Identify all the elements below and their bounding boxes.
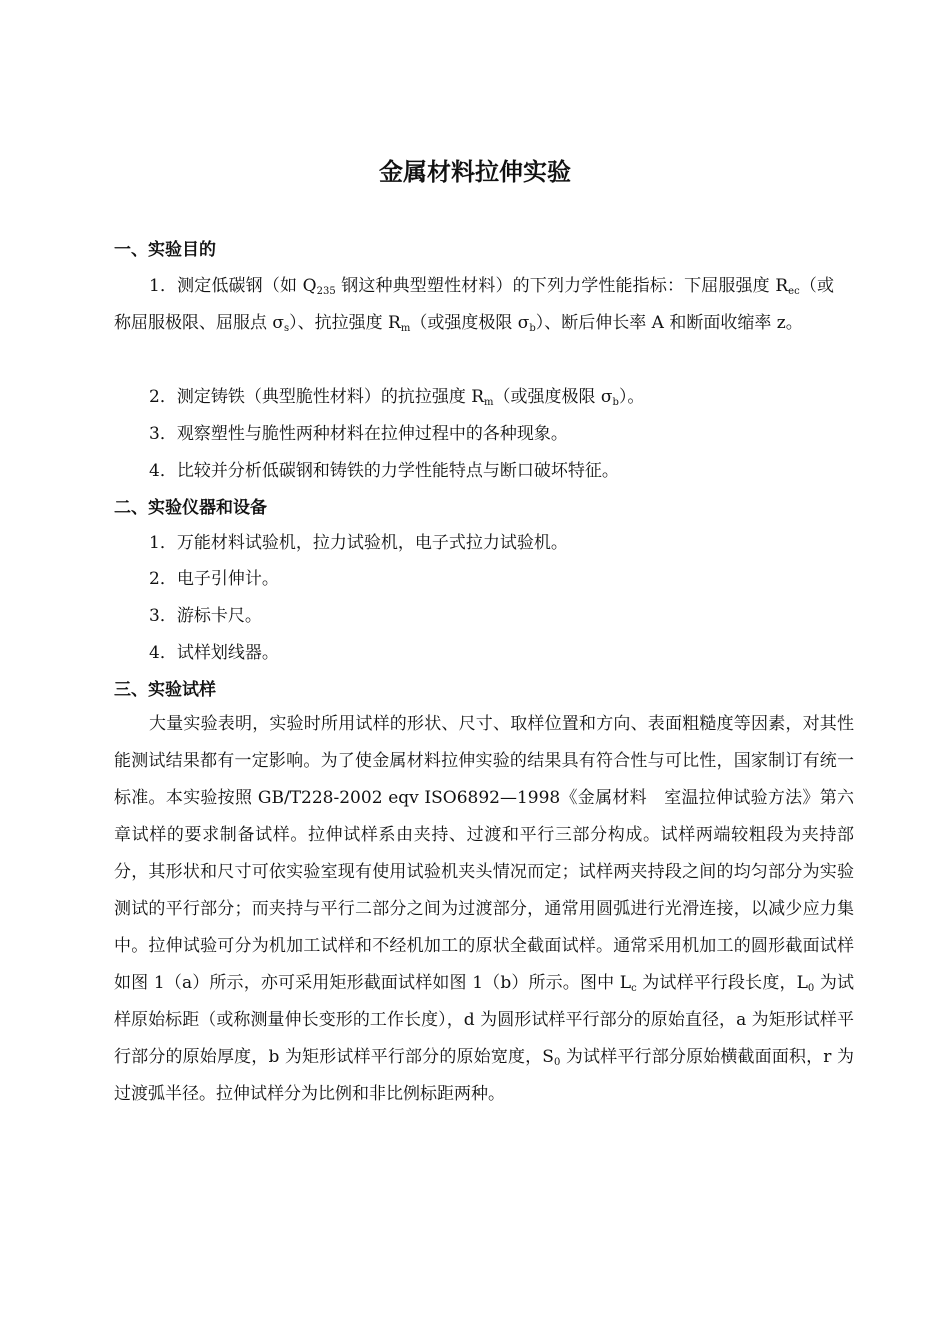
section-heading-specimen: 三、实验试样 — [114, 680, 216, 700]
equipment-item-4: 4．试样划线器。 — [149, 643, 279, 663]
purpose-item-2: 2．测定铸铁（典型脆性材料）的抗拉强度 $R_m$（或强度极限 $\sigma_b$）。 — [149, 387, 645, 408]
purpose-item-3: 3．观察塑性与脆性两种材料在拉伸过程中的各种现象。 — [149, 424, 568, 444]
equipment-item-2: 2．电子引伸计。 — [149, 569, 279, 589]
purpose-item-4: 4．比较并分析低碳钢和铸铁的力学性能特点与断口破坏特征。 — [149, 461, 619, 481]
page-title: 金属材料拉伸实验 — [379, 158, 571, 186]
section-heading-equipment: 二、实验仪器和设备 — [114, 498, 267, 518]
equipment-item-1: 1．万能材料试验机，拉力试验机，电子式拉力试验机。 — [149, 533, 568, 553]
equipment-item-3: 3．游标卡尺。 — [149, 606, 262, 626]
specimen-paragraph: 大量实验表明，实验时所用试样的形状、尺寸、取样位置和方向、表面粗糙度等因素，对其性能测试结果都有一定影响。为了使金属材料拉伸实验的结果具有符合性与可比性，国家制订有统一标准。本实验按照 GB/T228-2002 eqv ISO6892—1998《金属材料 室温拉伸试验方法》第六章试样的要求制备试样。拉伸试样系由夹持、过渡和平行三部分构成。试样两端较粗段为夹持部分，其形状和尺寸可依实验室现有使用试验机夹头情况而定；试样两夹持段之间的均匀部分为实验测试的平行部分；而夹持与平行二部分之间为过渡部分，通常用圆弧进行光滑连接，以减少应力集中。拉伸试验可分为机加工试样和不经机加工的原状全截面试样。通常采用机加工的圆形截面试样如图 1（a）所示，亦可采用矩形截面试样如图 1（b）所示。图中 $L_c$ 为试样平行段长度，$L_0$ 为试样原始标距（或称测量伸长变形的工作长度），d 为圆形试样平行部分的原始直径，a 为矩形试样平行部分的原始厚度，b 为矩形试样平行部分的原始宽度，$S_0$ 为试样平行部分原始横截面面积，r 为过渡弧半径。拉伸试样分为比例和非比例标距两种。 — [114, 714, 855, 1104]
purpose-item-1: 1．测定低碳钢（如 $Q_{235}$ 钢这种典型塑性材料）的下列力学性能指标：下屈服强度 $R_{ec}$（或称屈服极限、屈服点 $\sigma_s$）、抗拉强度 $R_m$（或强度极限 $\sigma_b$）、断后伸长率 A 和断面收缩率 z。 — [114, 276, 834, 334]
section-heading-purpose: 一、实验目的 — [114, 240, 216, 260]
